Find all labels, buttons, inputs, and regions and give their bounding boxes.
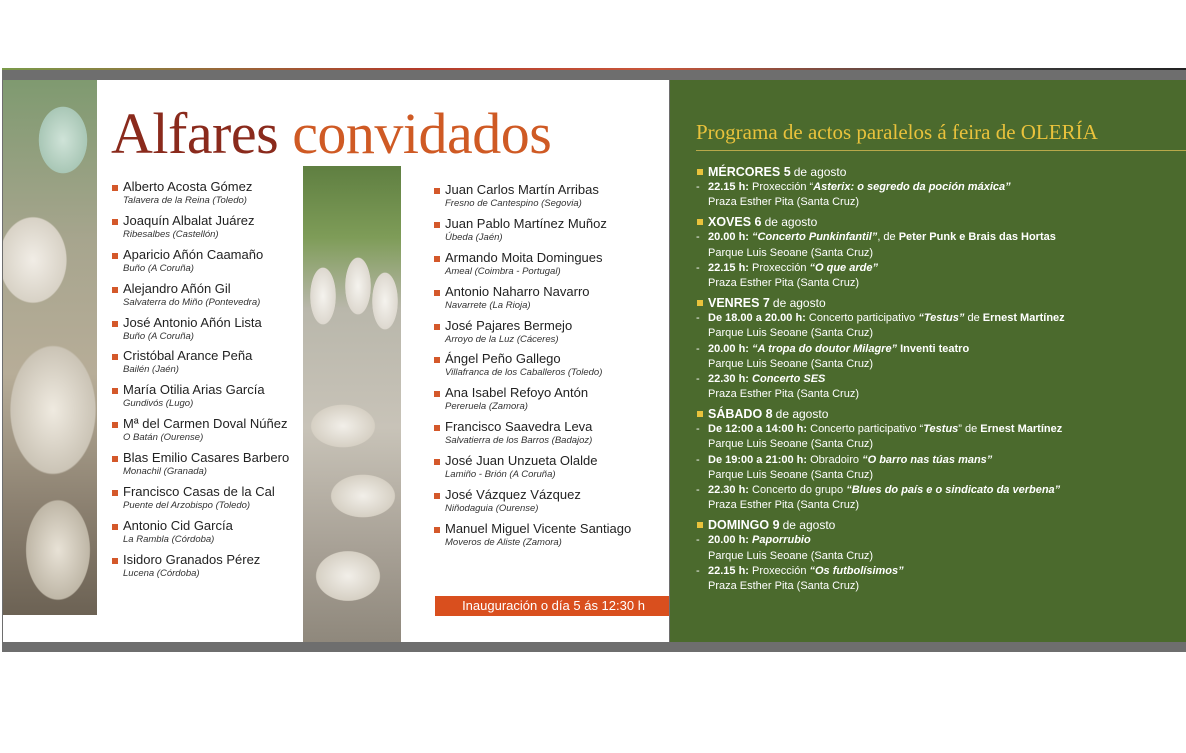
event-dash: - bbox=[696, 564, 700, 577]
day-month: de agosto bbox=[793, 165, 847, 179]
event-text: Parque Luis Seoane (Santa Cruz) bbox=[708, 438, 874, 451]
potter-item bbox=[112, 518, 289, 552]
event-text: 20.00 h: bbox=[708, 534, 753, 547]
potter-name: Joaquín Albalat Juárez bbox=[123, 212, 255, 228]
event-text: 20.00 h: bbox=[708, 231, 753, 244]
potter-item bbox=[434, 385, 631, 419]
event-text: “Os futbolísimos” bbox=[809, 564, 904, 577]
event-line bbox=[696, 483, 1182, 498]
event-venue bbox=[696, 195, 1182, 210]
potter-place: Salvaterra do Miño (Pontevedra) bbox=[123, 296, 261, 308]
potter-item bbox=[112, 382, 289, 416]
event-text: Concerto participativo “ bbox=[807, 423, 924, 436]
event-text: 22.15 h: bbox=[708, 181, 749, 193]
event-line bbox=[696, 422, 1182, 437]
potter-item bbox=[434, 487, 631, 521]
event-text: “Concerto Punkinfantil” bbox=[752, 231, 878, 244]
potter-name: Alberto Acosta Gómez bbox=[123, 179, 253, 194]
program-day bbox=[696, 295, 1182, 402]
title-word-2: convidados bbox=[292, 101, 552, 166]
potter-name: Ángel Peño Gallego bbox=[445, 351, 561, 367]
event-line bbox=[696, 342, 1182, 357]
event-text: Parque Luis Seoane (Santa Cruz) bbox=[708, 468, 874, 481]
event-text: Parque Luis Seoane (Santa Cruz) bbox=[708, 327, 874, 340]
event-dash: - bbox=[696, 312, 700, 325]
potter-name: Cristóbal Arance Peña bbox=[123, 348, 253, 364]
event-line bbox=[696, 230, 1182, 245]
event-text: De 18.00 a 20.00 h: bbox=[708, 312, 806, 325]
potter-item bbox=[112, 552, 289, 586]
event-line bbox=[696, 533, 1182, 548]
potter-place: Ameal (Coimbra - Portugal) bbox=[445, 265, 561, 277]
event-text: Proxección bbox=[748, 564, 810, 577]
day-heading bbox=[696, 164, 1182, 180]
potter-item bbox=[112, 179, 289, 213]
event-dash: - bbox=[696, 181, 700, 193]
potter-name: Aparicio Añón Caamaño bbox=[123, 246, 264, 262]
event-text: “Blues do país e o sindicato da verbena” bbox=[846, 484, 1061, 496]
potter-name: Antonio Naharro Navarro bbox=[445, 283, 590, 299]
day-name: MÉRCORES 5 bbox=[708, 165, 791, 179]
program-title: Programa de actos paralelos á feira de OLERÍA bbox=[696, 120, 1098, 144]
potter-item bbox=[112, 315, 289, 349]
event-text: Praza Esther Pita (Santa Cruz) bbox=[708, 499, 860, 512]
page-title bbox=[111, 102, 551, 166]
program-panel bbox=[670, 80, 1186, 642]
event-dash: - bbox=[696, 534, 700, 547]
event-text: 22.30 h: bbox=[708, 372, 753, 385]
potter-place: Ribesalbes (Castellón) bbox=[123, 228, 219, 240]
event-text: Praza Esther Pita (Santa Cruz) bbox=[708, 196, 860, 209]
potter-item bbox=[434, 284, 631, 318]
day-name: VENRES 7 bbox=[708, 296, 770, 311]
event-dash: - bbox=[696, 342, 700, 355]
event-text: Proxección “ bbox=[748, 181, 814, 193]
potter-name: Armando Moita Domingues bbox=[445, 249, 603, 265]
potter-name: Isidoro Granados Pérez bbox=[123, 551, 261, 567]
event-dash: - bbox=[696, 231, 700, 244]
event-text: 20.00 h: bbox=[708, 342, 753, 355]
potter-place: Pereruela (Zamora) bbox=[445, 401, 528, 413]
potter-place: Salvatierra de los Barros (Badajoz) bbox=[445, 435, 593, 447]
potter-name: Juan Carlos Martín Arribas bbox=[445, 182, 599, 197]
potter-item bbox=[434, 521, 631, 555]
event-text: Praza Esther Pita (Santa Cruz) bbox=[708, 579, 860, 592]
event-text: Praza Esther Pita (Santa Cruz) bbox=[708, 388, 860, 401]
potter-place: O Batán (Ourense) bbox=[123, 432, 204, 444]
event-text: De 12:00 a 14:00 h: bbox=[708, 423, 808, 436]
event-line bbox=[696, 453, 1182, 468]
event-text: “Testus” bbox=[918, 312, 965, 325]
potter-name: José Juan Unzueta Olalde bbox=[445, 453, 598, 469]
event-dash: - bbox=[696, 261, 700, 274]
event-venue bbox=[696, 357, 1182, 372]
event-text: “O barro nas túas mans” bbox=[862, 453, 993, 466]
event-text: Concerto SES bbox=[752, 372, 826, 385]
event-text: “A tropa do doutor Milagre” bbox=[752, 342, 898, 355]
event-text: Paporrubio bbox=[752, 534, 811, 547]
potter-place: Lamiño - Brión (A Coruña) bbox=[445, 469, 556, 481]
potter-name: Manuel Miguel Vicente Santiago bbox=[445, 520, 632, 536]
event-text: Parque Luis Seoane (Santa Cruz) bbox=[708, 246, 874, 259]
event-venue bbox=[696, 246, 1182, 261]
day-month: de agosto bbox=[782, 518, 836, 533]
event-line bbox=[696, 261, 1182, 276]
event-text: Ernest Martínez bbox=[982, 312, 1065, 325]
potter-place: Fresno de Cantespino (Segovia) bbox=[445, 198, 582, 209]
event-text: , de bbox=[877, 231, 899, 244]
event-dash: - bbox=[696, 453, 700, 466]
potter-item bbox=[434, 419, 631, 453]
event-text: Testus bbox=[923, 423, 959, 436]
event-text: Concerto participativo bbox=[805, 312, 919, 325]
potter-place: Villafranca de los Caballeros (Toledo) bbox=[445, 367, 603, 379]
potter-item bbox=[434, 351, 631, 385]
potter-item bbox=[112, 247, 289, 281]
potter-item bbox=[434, 250, 631, 284]
potter-name: Mª del Carmen Doval Núñez bbox=[123, 416, 288, 432]
event-venue bbox=[696, 579, 1182, 594]
event-venue bbox=[696, 498, 1182, 513]
potter-name: Francisco Saavedra Leva bbox=[445, 419, 593, 435]
potter-place: Monachil (Granada) bbox=[123, 466, 207, 478]
title-word-1: Alfares bbox=[111, 101, 279, 166]
potter-name: José Pajares Bermejo bbox=[445, 317, 573, 333]
top-rule bbox=[2, 68, 1186, 70]
day-heading bbox=[696, 214, 1182, 230]
day-heading bbox=[696, 295, 1182, 311]
potter-name: María Otilia Arias García bbox=[123, 382, 265, 398]
day-month: de agosto bbox=[764, 215, 818, 230]
potter-name: Ana Isabel Refoyo Antón bbox=[445, 385, 589, 401]
potters-list-col1 bbox=[112, 179, 289, 586]
day-name: SÁBADO 8 bbox=[708, 407, 773, 422]
potter-place: Buño (A Coruña) bbox=[123, 262, 194, 274]
potter-place: Lucena (Córdoba) bbox=[123, 567, 200, 579]
day-heading bbox=[696, 406, 1182, 422]
program-divider bbox=[696, 150, 1186, 151]
potter-place: Buño (A Coruña) bbox=[123, 330, 194, 342]
potter-name: Juan Pablo Martínez Muñoz bbox=[445, 215, 607, 231]
event-line bbox=[696, 372, 1182, 387]
potter-place: Úbeda (Jaén) bbox=[445, 231, 503, 243]
pottery-photo-center bbox=[303, 166, 401, 642]
potter-name: José Vázquez Vázquez bbox=[445, 487, 581, 503]
event-venue bbox=[696, 549, 1182, 564]
event-text: 22.15 h: bbox=[708, 564, 749, 577]
potter-item bbox=[112, 450, 289, 484]
event-text: De 19:00 a 21:00 h: bbox=[708, 453, 808, 466]
day-month: de agosto bbox=[775, 407, 829, 422]
event-text: de bbox=[964, 312, 983, 325]
potter-item bbox=[434, 318, 631, 352]
event-dash: - bbox=[696, 372, 700, 385]
program-day bbox=[696, 406, 1182, 513]
potters-panel bbox=[3, 80, 669, 642]
potter-name: Francisco Casas de la Cal bbox=[123, 484, 275, 500]
event-line bbox=[696, 564, 1182, 579]
potter-item bbox=[434, 453, 631, 487]
event-text: Ernest Martínez bbox=[980, 423, 1063, 436]
program-day bbox=[696, 517, 1182, 594]
potter-name: Antonio Cid García bbox=[123, 517, 233, 533]
program-day bbox=[696, 164, 1182, 210]
event-text: Peter Punk e Brais das Hortas bbox=[898, 231, 1056, 244]
potter-item bbox=[112, 213, 289, 247]
event-line bbox=[696, 311, 1182, 326]
potter-item bbox=[112, 484, 289, 518]
event-text: Parque Luis Seoane (Santa Cruz) bbox=[708, 357, 874, 370]
day-month: de agosto bbox=[772, 296, 826, 311]
event-text: Praza Esther Pita (Santa Cruz) bbox=[708, 276, 860, 289]
event-text: Proxección bbox=[748, 261, 810, 274]
potter-place: Puente del Arzobispo (Toledo) bbox=[123, 500, 251, 512]
event-text: Obradoiro bbox=[807, 453, 863, 466]
potter-place: La Rambla (Córdoba) bbox=[123, 533, 215, 545]
event-text: Parque Luis Seoane (Santa Cruz) bbox=[708, 549, 874, 562]
event-venue bbox=[696, 387, 1182, 402]
event-venue bbox=[696, 276, 1182, 291]
event-venue bbox=[696, 437, 1182, 452]
potter-place: Talavera de la Reina (Toledo) bbox=[123, 195, 247, 206]
potter-place: Gundivós (Lugo) bbox=[123, 398, 194, 410]
event-text: ” de bbox=[958, 423, 981, 436]
potter-name: Alejandro Añón Gil bbox=[123, 280, 231, 296]
day-name: DOMINGO 9 bbox=[708, 518, 780, 533]
pottery-photo-left bbox=[3, 80, 97, 615]
event-text: “O que arde” bbox=[809, 261, 878, 274]
program-day bbox=[696, 214, 1182, 291]
day-heading bbox=[696, 517, 1182, 533]
event-line bbox=[696, 180, 1182, 195]
potter-item bbox=[112, 281, 289, 315]
inauguration-banner: Inauguración o día 5 ás 12:30 h bbox=[435, 596, 669, 616]
event-venue bbox=[696, 468, 1182, 483]
potter-item bbox=[434, 182, 631, 216]
potter-place: Niñodaguia (Ourense) bbox=[445, 503, 539, 515]
event-text: 22.15 h: bbox=[708, 261, 749, 274]
event-dash: - bbox=[696, 423, 700, 436]
event-text: Asterix: o segredo da poción máxica” bbox=[813, 181, 1011, 193]
potter-place: Bailén (Jaén) bbox=[123, 364, 179, 376]
potter-place: Navarrete (La Rioja) bbox=[445, 299, 531, 311]
potter-item bbox=[434, 216, 631, 250]
event-text: 22.30 h: bbox=[708, 484, 749, 496]
program-days bbox=[696, 164, 1182, 598]
event-dash: - bbox=[696, 484, 700, 496]
potter-place: Moveros de Aliste (Zamora) bbox=[445, 536, 562, 548]
potter-place: Arroyo de la Luz (Cáceres) bbox=[445, 333, 559, 345]
potter-name: Blas Emilio Casares Barbero bbox=[123, 450, 290, 466]
event-text: Inventi teatro bbox=[897, 342, 970, 355]
day-name: XOVES 6 bbox=[708, 215, 762, 230]
potter-item bbox=[112, 416, 289, 450]
potter-item bbox=[112, 348, 289, 382]
potter-name: José Antonio Añón Lista bbox=[123, 314, 262, 330]
potters-list-col2 bbox=[434, 182, 631, 555]
event-text: Concerto do grupo bbox=[748, 484, 847, 496]
event-venue bbox=[696, 326, 1182, 341]
